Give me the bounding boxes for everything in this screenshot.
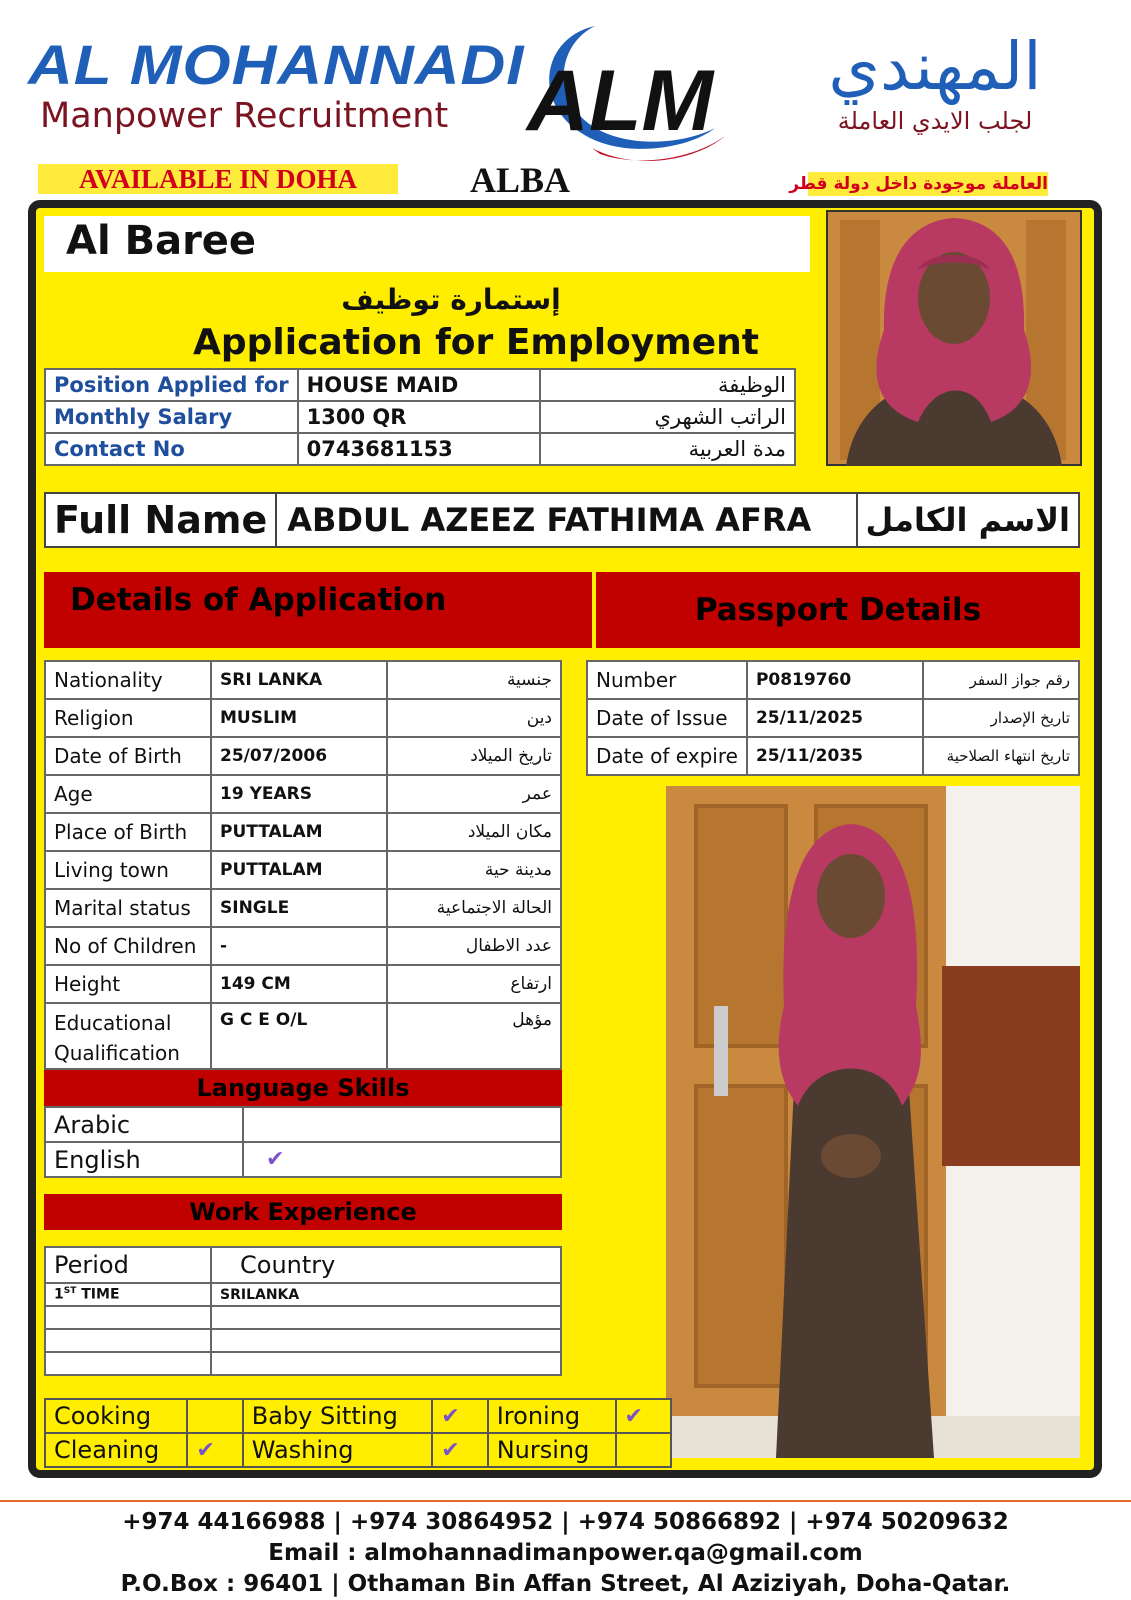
table-row [45, 965, 561, 1003]
passport-label-arabic: تاريخ انتهاء الصلاحية [923, 737, 1079, 775]
table-row [45, 1329, 561, 1352]
salary-value: 1300 QR [298, 401, 540, 433]
full-name-label: Full Name [45, 493, 276, 547]
table-row [45, 369, 795, 401]
table-row [45, 1142, 561, 1177]
detail-label: Age [45, 775, 211, 813]
full-body-photo [666, 786, 1080, 1458]
skill-washing-label: Washing [243, 1433, 433, 1467]
passport-value: 25/11/2025 [747, 699, 923, 737]
detail-value: 25/07/2006 [211, 737, 387, 775]
footer-email: Email : almohannadimanpower.qa@gmail.com [268, 1540, 863, 1566]
section-passport-heading: Passport Details [596, 572, 1080, 648]
check-icon: ✔ [432, 1433, 487, 1467]
form-title: Application for Employment [192, 322, 759, 363]
portrait-photo [826, 210, 1082, 466]
position-label-arabic: الوظيفة [540, 369, 795, 401]
passport-value: 25/11/2035 [747, 737, 923, 775]
passport-label: Number [587, 661, 747, 699]
table-row [587, 699, 1079, 737]
footer-address: P.O.Box : 96401 | Othaman Bin Affan Street, Al Aziziyah, Doha-Qatar. [120, 1571, 1011, 1597]
position-label: Position Applied for [45, 369, 298, 401]
detail-label: Date of Birth [45, 737, 211, 775]
detail-label: Living town [45, 851, 211, 889]
full-name-value: ABDUL AZEEZ FATHIMA AFRA [276, 493, 856, 547]
table-header-row [45, 1247, 561, 1283]
availability-banner-arabic: العاملة موجودة داخل دولة قطر [789, 174, 1048, 194]
detail-value: 19 YEARS [211, 775, 387, 813]
table-row [45, 1399, 671, 1433]
skill-baby-sitting-label: Baby Sitting [243, 1399, 433, 1433]
empty-cell [211, 1306, 561, 1329]
detail-label-arabic: الحالة الاجتماعية [387, 889, 561, 927]
application-form [28, 200, 1102, 1478]
brand-logo-english [28, 34, 525, 136]
work-country: SRILANKA [211, 1283, 561, 1306]
detail-value: PUTTALAM [211, 851, 387, 889]
position-table [44, 368, 796, 466]
table-row [45, 1003, 561, 1069]
check-icon: ✔ [243, 1142, 561, 1177]
contact-label: Contact No [45, 433, 298, 465]
empty-cell [211, 1329, 561, 1352]
passport-value: P0819760 [747, 661, 923, 699]
table-row [45, 1352, 561, 1375]
passport-label-arabic: تاريخ الإصدار [923, 699, 1079, 737]
detail-label: Educational Qualification [45, 1003, 211, 1069]
passport-label: Date of Issue [587, 699, 747, 737]
passport-label: Date of expire [587, 737, 747, 775]
detail-label-arabic: دين [387, 699, 561, 737]
passport-label-arabic: رقم جواز السفر [923, 661, 1079, 699]
empty-cell [45, 1329, 211, 1352]
salary-label: Monthly Salary [45, 401, 298, 433]
check-icon: ✔ [187, 1433, 242, 1467]
agent-name: Al Baree [66, 218, 257, 264]
contact-label-arabic: مدة العربية [540, 433, 795, 465]
detail-value: PUTTALAM [211, 813, 387, 851]
work-period-suffix: ST [63, 1286, 77, 1297]
table-row [45, 699, 561, 737]
detail-label-arabic: جنسية [387, 661, 561, 699]
passport-table [586, 660, 1080, 776]
table-row [45, 1306, 561, 1329]
table-row [45, 1107, 561, 1142]
detail-label-arabic: ارتفاع [387, 965, 561, 1003]
skill-cooking-label: Cooking [45, 1399, 187, 1433]
table-row [45, 433, 795, 465]
work-period [45, 1283, 211, 1306]
detail-label-arabic: مكان الميلاد [387, 813, 561, 851]
table-row [587, 661, 1079, 699]
footer-phones: +974 44166988 | +974 30864952 | +974 50866892 | +974 50209632 [122, 1509, 1009, 1535]
contact-value: 0743681153 [298, 433, 540, 465]
position-value: HOUSE MAID [298, 369, 540, 401]
alm-logo [500, 18, 740, 178]
table-row [45, 493, 1079, 547]
language-skills-heading: Language Skills [44, 1070, 562, 1106]
footer-divider [0, 1500, 1131, 1502]
skill-nursing-check [616, 1433, 671, 1467]
detail-label-arabic: مدينة حية [387, 851, 561, 889]
detail-label: Religion [45, 699, 211, 737]
detail-value: 149 CM [211, 965, 387, 1003]
skill-ironing-label: Ironing [488, 1399, 616, 1433]
detail-value: SRI LANKA [211, 661, 387, 699]
work-experience-heading: Work Experience [44, 1194, 562, 1230]
empty-cell [45, 1306, 211, 1329]
availability-banner: AVAILABLE IN DOHA [38, 164, 398, 194]
footer-contact [0, 1507, 1131, 1600]
skill-nursing-label: Nursing [488, 1433, 616, 1467]
detail-label-arabic: عمر [387, 775, 561, 813]
detail-label: Place of Birth [45, 813, 211, 851]
brand-name: AL MOHANNADI [28, 34, 525, 97]
table-row [587, 737, 1079, 775]
detail-label: Marital status [45, 889, 211, 927]
empty-cell [45, 1352, 211, 1375]
table-row [45, 927, 561, 965]
salary-label-arabic: الراتب الشهري [540, 401, 795, 433]
table-row [45, 737, 561, 775]
brand-logo-arabic [745, 28, 1125, 136]
work-period-number: 1 [54, 1286, 64, 1303]
table-row [45, 661, 561, 699]
detail-value: MUSLIM [211, 699, 387, 737]
form-title-arabic: إستمارة توظيف [341, 283, 561, 316]
language-check [243, 1107, 561, 1142]
language-name: English [45, 1142, 243, 1177]
language-table [44, 1106, 562, 1178]
table-row [45, 889, 561, 927]
detail-label: Height [45, 965, 211, 1003]
table-row [45, 401, 795, 433]
table-row [45, 813, 561, 851]
detail-value: SINGLE [211, 889, 387, 927]
table-row [45, 775, 561, 813]
brand-name-arabic: المهندي [828, 28, 1042, 105]
check-icon: ✔ [616, 1399, 671, 1433]
detail-value: G C E O/L [211, 1003, 387, 1069]
brand-subtitle-arabic: لجلب الايدي العاملة [837, 107, 1033, 135]
work-experience-table [44, 1246, 562, 1376]
skills-table [44, 1398, 672, 1468]
detail-label: Nationality [45, 661, 211, 699]
details-table [44, 660, 562, 1070]
work-period-text: TIME [76, 1286, 120, 1303]
skill-cooking-check [187, 1399, 242, 1433]
check-icon: ✔ [432, 1399, 487, 1433]
logo-text: ALM [526, 53, 714, 149]
detail-label-arabic: مؤهل [387, 1003, 561, 1069]
table-row [45, 1433, 671, 1467]
skill-cleaning-label: Cleaning [45, 1433, 187, 1467]
language-name: Arabic [45, 1107, 243, 1142]
country-header: Country [211, 1247, 561, 1283]
brand-subtitle: Manpower Recruitment [40, 96, 449, 136]
period-header: Period [45, 1247, 211, 1283]
empty-cell [211, 1352, 561, 1375]
full-name-label-arabic: الاسم الكامل [857, 493, 1079, 547]
detail-label-arabic: تاريخ الميلاد [387, 737, 561, 775]
table-row [45, 1283, 561, 1306]
table-row [45, 851, 561, 889]
detail-label: No of Children [45, 927, 211, 965]
detail-label-arabic: عدد الاطفال [387, 927, 561, 965]
full-name-row [44, 492, 1080, 548]
section-details-heading: Details of Application [44, 572, 592, 648]
detail-value: - [211, 927, 387, 965]
candidate-code: ALBA [469, 160, 571, 200]
